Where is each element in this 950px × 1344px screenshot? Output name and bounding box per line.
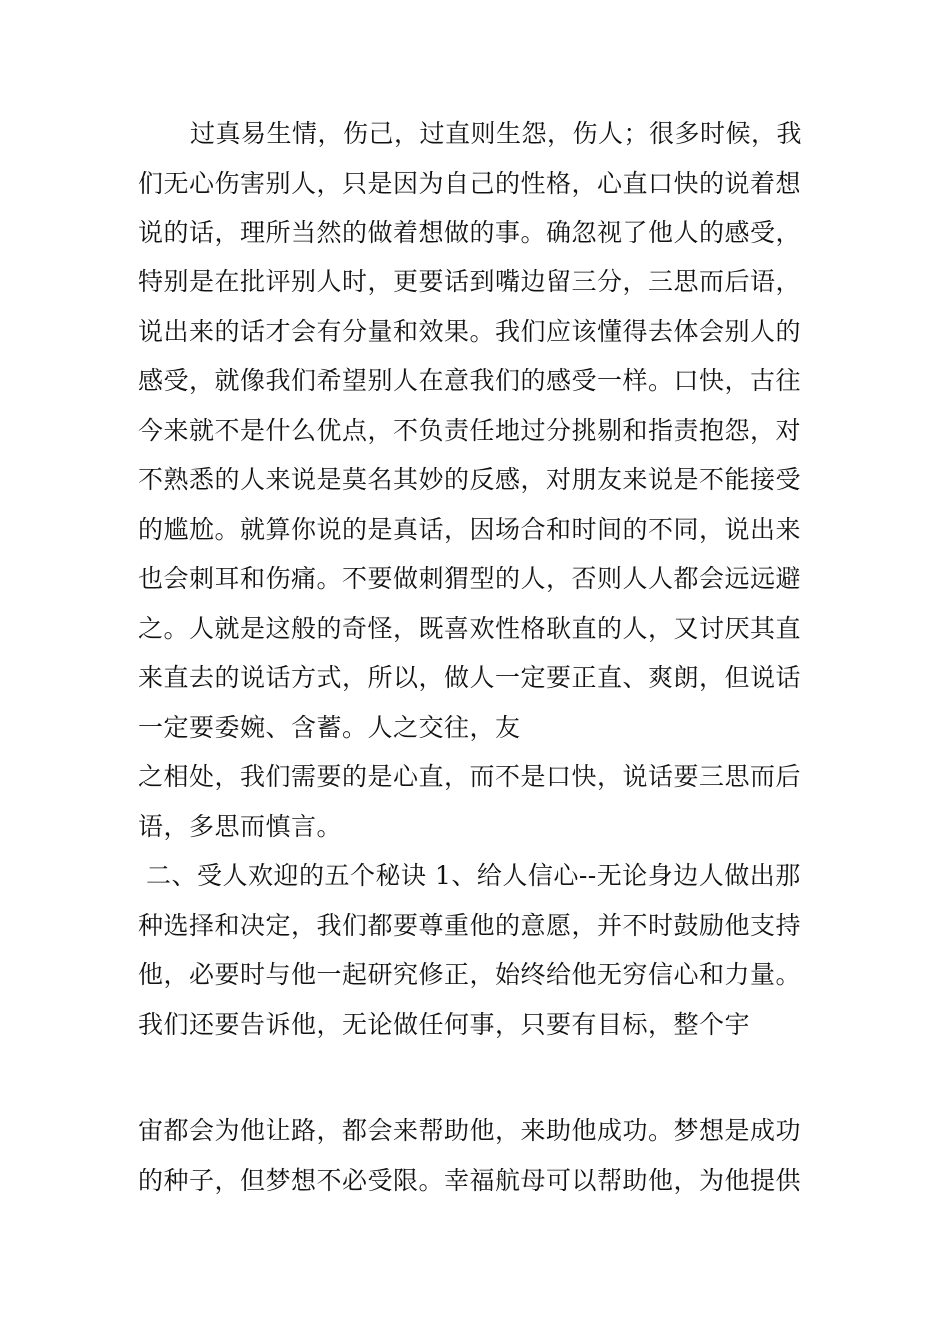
text-line: 的尴尬。就算你说的是真话，因场合和时间的不同，说出来 — [138, 515, 802, 544]
text-line: 他，必要时与他一起研究修正，始终给他无穷信心和力量。 — [138, 960, 802, 989]
text-line: 之相处，我们需要的是心直，而不是口快，说话要三思而后 — [138, 762, 802, 791]
text-line: 来直去的说话方式，所以，做人一定要正直、爽朗，但说话 — [138, 663, 802, 692]
text-line: 特别是在批评别人时，更要话到嘴边留三分，三思而后语， — [138, 267, 802, 296]
text-line: 今来就不是什么优点，不负责任地过分挑剔和指责抱怨，对 — [138, 416, 802, 445]
text-line: 宙都会为他让路，都会来帮助他，来助他成功。梦想是成功 — [138, 1116, 802, 1145]
text-line: 的种子，但梦想不必受限。幸福航母可以帮助他，为他提供 — [138, 1166, 802, 1195]
text-line: 过真易生情，伤己，过直则生怨，伤人；很多时候，我 — [190, 119, 803, 148]
text-line: 不熟悉的人来说是莫名其妙的反感，对朋友来说是不能接受 — [138, 465, 802, 494]
text-line: 也会刺耳和伤痛。不要做刺猬型的人，否则人人都会远远避 — [138, 564, 802, 593]
text-line: 们无心伤害别人，只是因为自己的性格，心直口快的说着想 — [138, 169, 802, 198]
text-line: 语，多思而慎言。 — [138, 812, 343, 841]
text-line: 种选择和决定，我们都要尊重他的意愿，并不时鼓励他支持 — [138, 911, 802, 940]
text-line: 感受，就像我们希望别人在意我们的感受一样。口快，古往 — [138, 366, 802, 395]
text-line: 说出来的话才会有分量和效果。我们应该懂得去体会别人的 — [138, 317, 802, 346]
text-line: 一定要委婉、含蓄。人之交往，友 — [138, 713, 521, 742]
text-line: 之。人就是这般的奇怪，既喜欢性格耿直的人，又讨厌其直 — [138, 614, 802, 643]
section-heading-line: 二、受人欢迎的五个秘诀 1、给人信心--无论身边人做出那 — [146, 861, 801, 890]
text-line: 我们还要告诉他，无论做任何事，只要有目标，整个宇 — [138, 1010, 751, 1039]
text-line: 说的话，理所当然的做着想做的事。确忽视了他人的感受， — [138, 218, 802, 247]
